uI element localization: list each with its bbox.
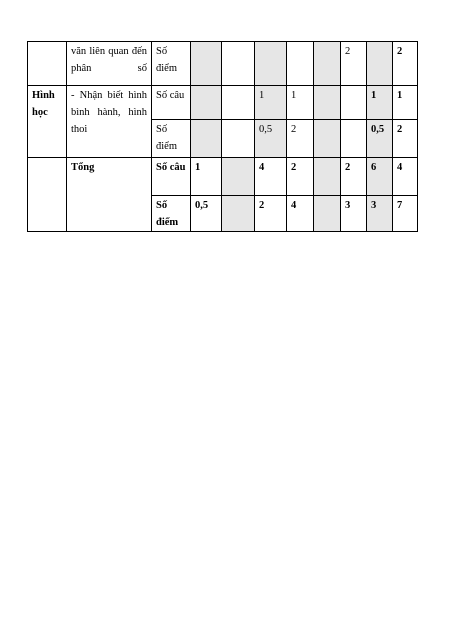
value-cell <box>341 86 367 120</box>
table-row <box>28 86 418 120</box>
row-label-cell: Số điểm <box>152 196 191 232</box>
value-cell <box>255 42 287 86</box>
value-cell: 0,5 <box>255 120 287 158</box>
value-cell: 4 <box>287 196 314 232</box>
value-cell: 1 <box>393 86 418 120</box>
value-cell <box>314 158 341 196</box>
value-cell <box>222 86 255 120</box>
value-cell: 2 <box>255 196 287 232</box>
value-cell <box>191 86 222 120</box>
value-cell: 2 <box>393 42 418 86</box>
row-label-cell: Số điểm <box>152 42 191 86</box>
value-cell <box>191 120 222 158</box>
value-cell: 2 <box>341 158 367 196</box>
value-cell: 1 <box>367 86 393 120</box>
value-cell: 3 <box>341 196 367 232</box>
value-cell: 4 <box>393 158 418 196</box>
value-cell: 4 <box>255 158 287 196</box>
value-cell <box>314 120 341 158</box>
value-cell: 6 <box>367 158 393 196</box>
value-cell: 0,5 <box>191 196 222 232</box>
row-label-cell: Số điểm <box>152 120 191 158</box>
value-cell: 3 <box>367 196 393 232</box>
value-cell <box>287 42 314 86</box>
row-label-cell: Số câu <box>152 158 191 196</box>
topic-cell-empty <box>28 42 67 86</box>
value-cell <box>222 42 255 86</box>
value-cell: 2 <box>341 42 367 86</box>
value-cell: 0,5 <box>367 120 393 158</box>
value-cell <box>191 42 222 86</box>
value-cell <box>341 120 367 158</box>
content-cell: - Nhận biết hình bình hành, hình thoi <box>67 86 152 158</box>
value-cell <box>314 196 341 232</box>
topic-cell: Hình học <box>28 86 67 158</box>
value-cell <box>222 196 255 232</box>
content-cell: văn liên quan đến phân số <box>67 42 152 86</box>
table-row <box>28 42 418 86</box>
value-cell: 1 <box>287 86 314 120</box>
table-row <box>28 158 418 196</box>
value-cell <box>367 42 393 86</box>
value-cell: 2 <box>287 120 314 158</box>
total-label-cell: Tổng <box>67 158 152 232</box>
value-cell: 1 <box>255 86 287 120</box>
value-cell: 2 <box>287 158 314 196</box>
row-label-cell: Số câu <box>152 86 191 120</box>
value-cell <box>314 86 341 120</box>
value-cell <box>222 158 255 196</box>
topic-cell-empty <box>28 158 67 232</box>
value-cell: 7 <box>393 196 418 232</box>
value-cell <box>314 42 341 86</box>
value-cell: 1 <box>191 158 222 196</box>
value-cell: 2 <box>393 120 418 158</box>
assessment-matrix-table <box>27 41 418 232</box>
value-cell <box>222 120 255 158</box>
